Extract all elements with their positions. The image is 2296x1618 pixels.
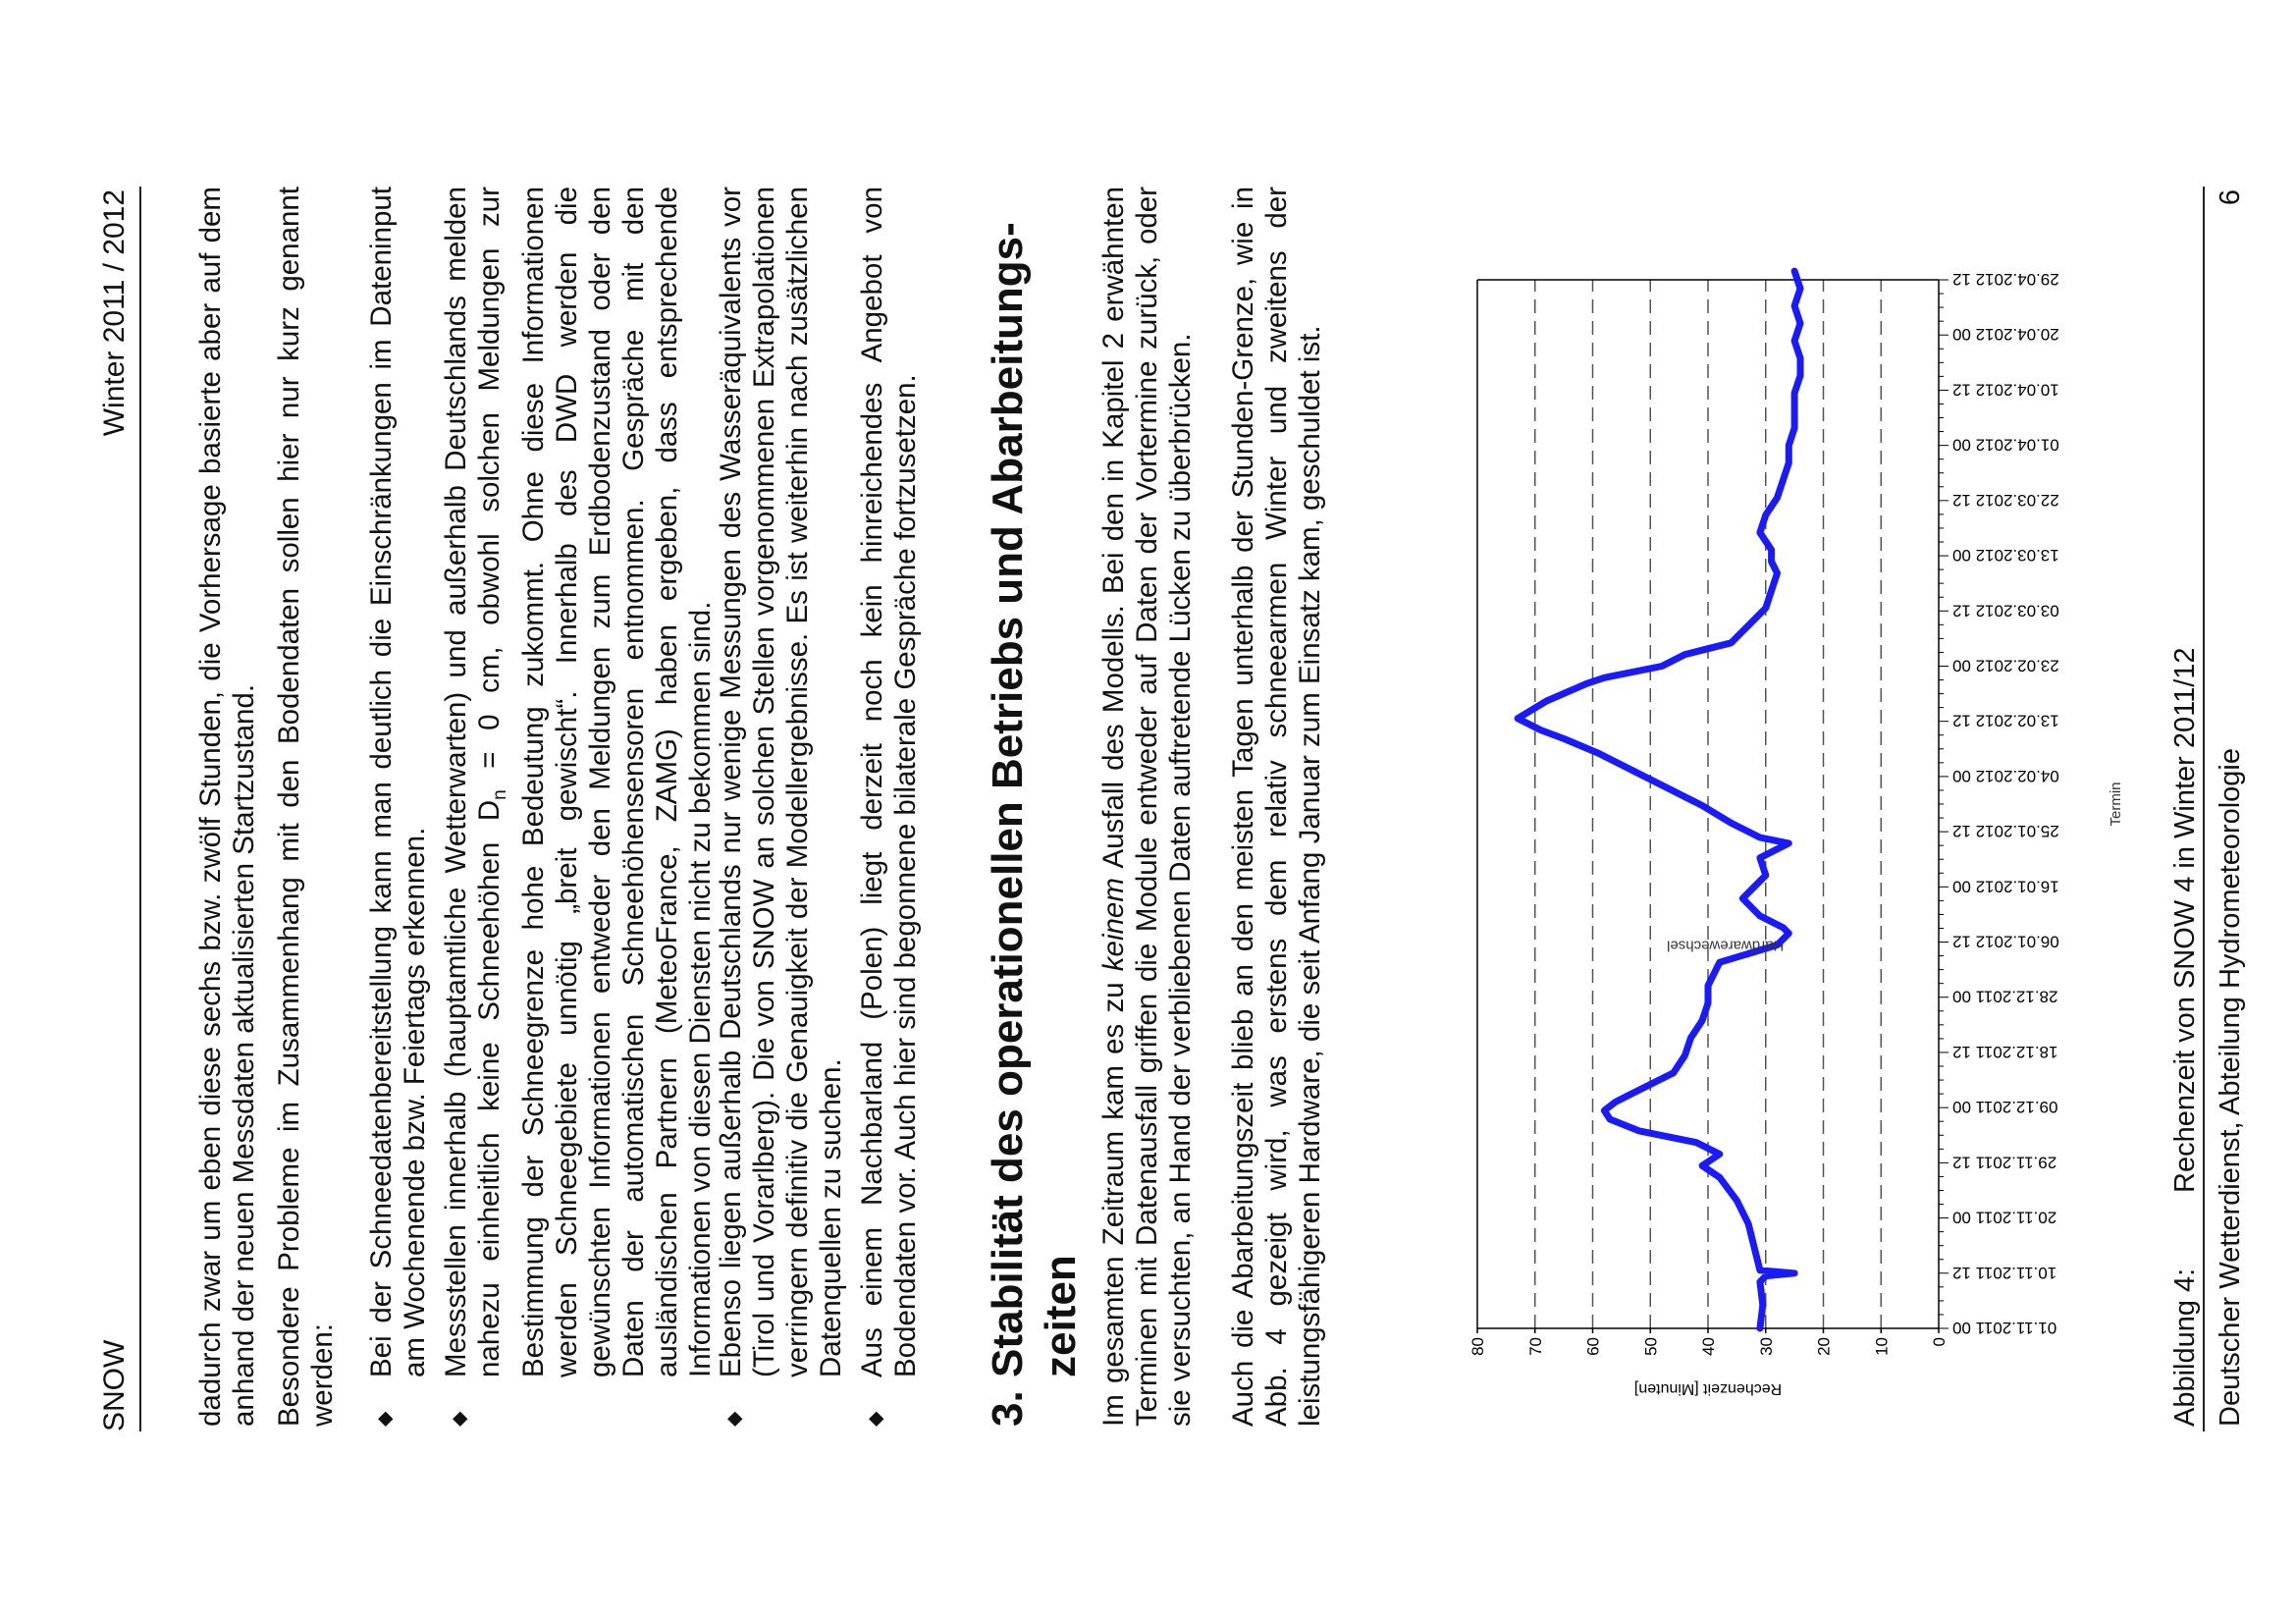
y-tick-label: 50: [1641, 1337, 1661, 1356]
x-tick-label: 23.02.2012 00: [1952, 656, 2059, 675]
bullet-text: Bei der Schneedatenbereitstellung kann man deutlich die Einschränkungen im Dateninput am Wochenende bzw. Feiertags erkennen.: [365, 187, 431, 1377]
x-tick-label: 29.04.2012 12: [1952, 270, 2059, 289]
footer-left: Deutscher Wetterdienst, Abteilung Hydrometeorologie: [2215, 747, 2246, 1427]
bullet-text: Aus einem Nachbarland (Polen) liegt derzeit noch kein hinreichendes Angebot von Bodendaten vor. Auch hier sind begonnene bilaterale Gespräche fortzusetzen.: [856, 187, 922, 1377]
y-axis-label: Rechenzeit [Minuten]: [1633, 1380, 1783, 1397]
x-tick-label: 10.11.2011 12: [1952, 1263, 2057, 1282]
y-tick-label: 30: [1756, 1337, 1776, 1356]
series-line: [1518, 271, 1800, 1328]
y-tick-label: 80: [1468, 1337, 1487, 1356]
x-tick-label: 03.03.2012 12: [1952, 601, 2059, 620]
caption-label: Abbildung 4:: [2169, 1267, 2201, 1427]
figure-caption: [2169, 647, 2202, 1427]
page-number: 6: [2215, 189, 2246, 206]
caption-text: Rechenzeit von SNOW 4 in Winter 2011/12: [2169, 647, 2201, 1193]
x-tick-label: 20.11.2011 00: [1952, 1208, 2057, 1227]
x-tick-label: 01.11.2011 00: [1952, 1319, 2057, 1337]
section-title-line1: Stabilität des operationellen Betriebs und Abarbeitungs-: [984, 222, 1032, 1377]
x-tick-label: 16.01.2012 00: [1952, 877, 2059, 896]
y-tick-label: 70: [1525, 1337, 1545, 1356]
y-tick-label: 0: [1930, 1337, 1949, 1347]
header-rule: [139, 187, 141, 1431]
bullet-text: Ebenso liegen außerhalb Deutschlands nur wenige Messungen des Wasseräquivalents vor (Tirol und Vorarlberg). Die von SNOW an solchen Stellen vorgenommenen Extrapolationen verringern definitiv die Genauigkeit der Modellergebnisse. Es ist weiterhin nach zusätzlichen Datenquellen zu suchen.: [715, 187, 847, 1377]
annotation-hardwarewechsel: Hardwarewechsel: [1667, 937, 1785, 954]
section-heading: [982, 187, 1088, 1427]
x-tick-label: 06.01.2012 12: [1952, 932, 2059, 951]
section-number: 3.: [984, 1390, 1032, 1427]
chart-labels: [1468, 270, 2124, 1397]
x-tick-label: 13.03.2012 00: [1952, 546, 2059, 566]
footer-rule: [2203, 187, 2205, 1431]
y-tick-label: 20: [1814, 1337, 1834, 1356]
runtime-chart-svg: [1369, 187, 2155, 1422]
y-tick-label: 40: [1699, 1337, 1718, 1356]
x-tick-label: 10.04.2012 12: [1952, 380, 2059, 400]
header-right: Winter 2011 / 2012: [98, 189, 131, 437]
x-tick-label: 13.02.2012 12: [1952, 711, 2059, 730]
x-tick-label: 22.03.2012 12: [1952, 490, 2059, 510]
bullet-marker: ◆: [865, 1411, 886, 1427]
x-tick-label: 09.12.2011 00: [1952, 1098, 2058, 1117]
section-paragraph-2: Auch die Abarbeitungszeit blieb an den meisten Tagen unterhalb der Stunden-Grenze, wie in Abb. 4 gezeigt wird, was erstens dem relativ schneearmen Winter und zweitens der leistungsfähigeren Hardware, die seit Anfang Januar zum Einsatz kam, geschuldet ist.: [1227, 187, 1326, 1427]
paragraph-1: dadurch zwar um eben diese sechs bzw. zwölf Stunden, die Vorhersage basierte aber auf dem anhand der neuen Messdaten aktualisierten Startzustand.: [194, 187, 260, 1427]
header-left: SNOW: [98, 1339, 131, 1431]
x-tick-label: 20.04.2012 00: [1952, 325, 2059, 345]
bullet-marker: ◆: [449, 1411, 470, 1427]
y-tick-label: 60: [1583, 1337, 1603, 1356]
section-paragraph-1: Im gesamten Zeitraum kam es zu keinem Ausfall des Modells. Bei den in Kapitel 2 erwähnten Terminen mit Datenausfall griffen die Module entweder auf Daten der Vortermine zurück, oder sie versuchten, an Hand der verbliebenen Daten auftretende Lücken zu überbrücken.: [1097, 186, 1197, 1427]
paragraph-2: Besondere Probleme im Zusammenhang mit den Bodendaten sollen hier nur kurz genannt werden:: [273, 187, 339, 1427]
x-tick-label: 28.12.2011 00: [1952, 987, 2058, 1006]
x-axis-label: Termin: [2108, 782, 2124, 827]
y-tick-label: 10: [1872, 1337, 1892, 1356]
runtime-chart: [1369, 187, 2155, 1422]
bullet-text: Messstellen innerhalb (hauptamtliche Wetterwarten) und außerhalb Deutschlands melden nahezu einheitlich keine Schneehöhen $D_n = 0$ cm, obwohl solchen Meldungen zur Bestimmung der Schneegrenze hohe Bedeutung zukommt. Ohne diese Informationen werden Schneegebiete unnötig „breit gewischt“. Innerhalb des DWD werden die gewünschten Informationen entweder den Meldungen zum Erdbodenzustand oder den Daten der automatischen Schneehöhensensoren entnommen. Gespräche mit den ausländischen Partnern (MeteoFrance, ZAMG) haben ergeben, dass entsprechende Informationen von diesen Diensten nicht zu bekommen sind.: [440, 187, 717, 1377]
chart-series: [1518, 271, 1800, 1328]
bullet-marker: ◆: [723, 1411, 745, 1427]
section-title-line2: zeiten: [1037, 1255, 1085, 1377]
x-tick-label: 01.04.2012 00: [1952, 435, 2059, 455]
x-tick-label: 29.11.2011 12: [1952, 1153, 2057, 1172]
bullet-marker: ◆: [374, 1411, 396, 1427]
x-tick-label: 25.01.2012 12: [1952, 822, 2059, 841]
x-tick-label: 04.02.2012 00: [1952, 766, 2059, 785]
x-tick-label: 18.12.2011 12: [1952, 1042, 2058, 1061]
